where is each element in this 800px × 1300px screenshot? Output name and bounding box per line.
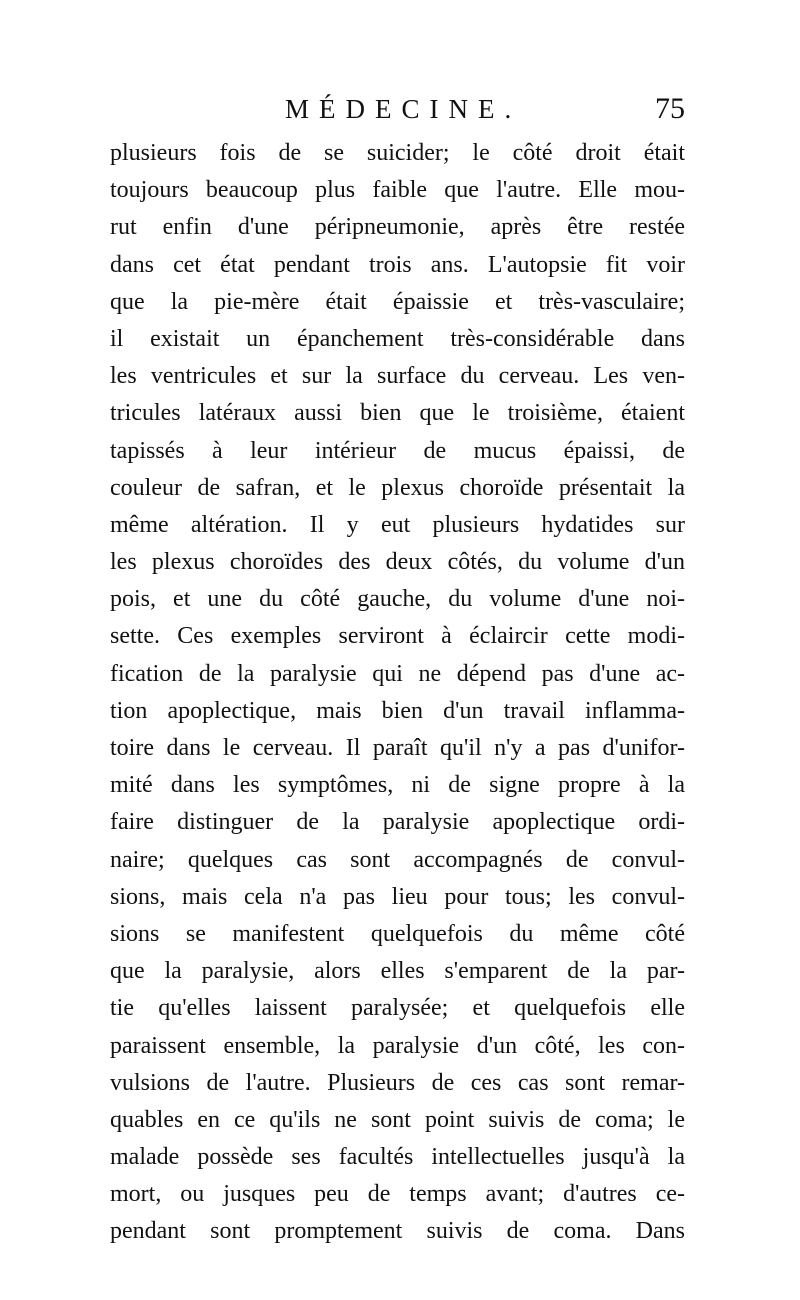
text-line-18: mité dans les symptômes, ni de signe propre à la [110,772,685,799]
text-line-4: dans cet état pendant trois ans. L'autopsie fit voir [110,251,685,278]
text-line-21: sions, mais cela n'a pas lieu pour tous; les convul- [110,883,685,910]
text-line-12: les plexus choroïdes des deux côtés, du volume d'un [110,549,685,576]
text-line-20: naire; quelques cas sont accompagnés de convul- [110,846,685,873]
text-line-28: malade possède ses facultés intellectuelles jusqu'à la [110,1144,685,1171]
text-line-30: pendant sont promptement suivis de coma. Dans [110,1218,685,1245]
text-line-27: quables en ce qu'ils ne sont point suivis de coma; le [110,1106,685,1133]
text-line-29: mort, ou jusques peu de temps avant; d'autres ce- [110,1181,685,1208]
text-line-25: paraissent ensemble, la paralysie d'un côté, les con- [110,1032,685,1059]
text-line-6: il existait un épanchement très-considérable dans [110,325,685,352]
text-line-8: tricules latéraux aussi bien que le troisième, étaient [110,400,685,427]
text-line-14: sette. Ces exemples serviront à éclaircir cette modi- [110,623,685,650]
text-line-5: que la pie-mère était épaissie et très-vasculaire; [110,288,685,315]
text-line-26: vulsions de l'autre. Plusieurs de ces cas sont remar- [110,1069,685,1096]
text-line-2: toujours beaucoup plus faible que l'autre. Elle mou- [110,177,685,204]
text-line-7: les ventricules et sur la surface du cerveau. Les ven- [110,363,685,390]
text-line-9: tapissés à leur intérieur de mucus épaissi, de [110,437,685,464]
text-line-23: que la paralysie, alors elles s'emparent de la par- [110,958,685,985]
body-text [110,135,685,1251]
text-line-13: pois, et une du côté gauche, du volume d'une noi- [110,586,685,613]
text-line-11: même altération. Il y eut plusieurs hydatides sur [110,511,685,538]
text-line-22: sions se manifestent quelquefois du même côté [110,920,685,947]
page-number: 75 [655,92,685,125]
text-line-19: faire distinguer de la paralysie apoplectique ordi- [110,809,685,836]
running-head [110,92,685,132]
text-line-16: tion apoplectique, mais bien d'un travail inflamma- [110,697,685,724]
text-line-1: plusieurs fois de se suicider; le côté droit était [110,140,685,166]
text-line-10: couleur de safran, et le plexus choroïde présentait la [110,474,685,501]
text-line-15: fication de la paralysie qui ne dépend pas d'une ac- [110,660,685,687]
running-title: MÉDECINE. [285,94,522,124]
text-line-3: rut enfin d'une péripneumonie, après être restée [110,214,685,241]
text-line-17: toire dans le cerveau. Il paraît qu'il n'y a pas d'unifor- [110,735,685,761]
text-line-24: tie qu'elles laissent paralysée; et quelquefois elle [110,995,685,1022]
